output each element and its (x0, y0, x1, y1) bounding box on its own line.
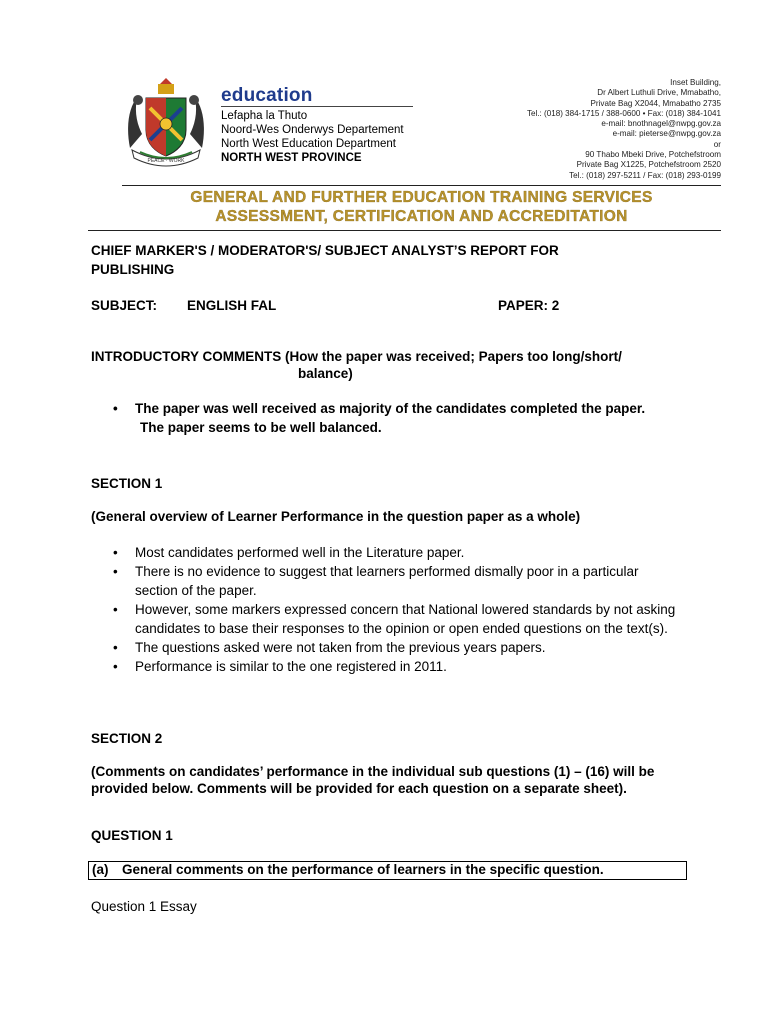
list-item: • Performance is similar to the one registered in 2011. (91, 657, 681, 676)
dept-line-english: North West Education Department (221, 138, 396, 150)
subject-value: ENGLISH FAL (187, 298, 277, 313)
intro-heading-line-2: balance) (298, 366, 353, 381)
section-2-subheading-line-1: (Comments on candidates’ performance in the individual sub questions (1) – (16) will be (91, 764, 655, 779)
address-line: e-mail: bnothnagel@nwpg.gov.za (601, 119, 721, 129)
report-title-line-2: PUBLISHING (91, 262, 175, 277)
header-divider-bottom (88, 230, 721, 231)
intro-bullet-line-1: The paper was well received as majority of the candidates completed the paper. (135, 401, 646, 416)
coat-of-arms-logo (120, 78, 212, 170)
intro-bullet-line-2: The paper seems to be well balanced. (140, 420, 382, 435)
crest-motto: PEACE · WORK (147, 158, 185, 164)
address-line: Tel.: (018) 384-1715 / 388-0600 • Fax: (018) 384-1041 (526, 108, 721, 118)
subject-label: SUBJECT: (91, 298, 158, 313)
intro-heading-line-1: INTRODUCTORY COMMENTS (How the paper was received; Papers too long/short/ (91, 349, 622, 364)
list-item: • There is no evidence to suggest that learners performed dismally poor in a particular section of the paper. (91, 562, 681, 600)
banner-line-1: GENERAL AND FURTHER EDUCATION TRAINING SERVICES (190, 189, 653, 206)
address-line: Private Bag X1225, Potchefstroom 2520 (576, 160, 721, 170)
question-1a-box (88, 861, 687, 880)
department-title: education (221, 85, 313, 106)
address-line: Dr Albert Luthuli Drive, Mmabatho, (597, 88, 721, 98)
question-1-answer: Question 1 Essay (91, 899, 197, 914)
section-2-subheading-line-2: provided below. Comments will be provided for each question on a separate sheet). (91, 781, 627, 796)
dept-line-afrikaans: Noord-Wes Onderwys Departement (221, 124, 404, 136)
question-1a-text: General comments on the performance of learners in the specific question. (122, 862, 604, 877)
banner-line-2: ASSESSMENT, CERTIFICATION AND ACCREDITATION (215, 208, 628, 225)
address-line: e-mail: pieterse@nwpg.gov.za (612, 129, 721, 139)
question-1-heading: QUESTION 1 (91, 828, 173, 843)
address-line: Private Bag X2044, Mmabatho 2735 (590, 98, 721, 108)
section-1-subheading: (General overview of Learner Performance in the question paper as a whole) (91, 509, 581, 524)
address-line: Inset Building, (670, 78, 721, 87)
section-1-heading: SECTION 1 (91, 476, 163, 491)
report-title-line-1: CHIEF MARKER'S / MODERATOR'S/ SUBJECT ANALYST’S REPORT FOR (91, 243, 559, 258)
contact-address-block (527, 78, 721, 181)
header-divider-top (122, 185, 721, 186)
paper-number: PAPER: 2 (498, 298, 560, 313)
address-line: 90 Thabo Mbeki Drive, Potchefstroom (585, 150, 721, 160)
intro-bullet-marker: • (113, 401, 118, 416)
list-item: • The questions asked were not taken from the previous years papers. (91, 638, 681, 657)
address-line: Tel.: (018) 297-5211 / Fax: (018) 293-0199 (569, 170, 721, 180)
address-line: or (713, 139, 721, 149)
list-item: • Most candidates performed well in the Literature paper. (91, 543, 681, 562)
title-underline (221, 106, 413, 107)
section-2-heading: SECTION 2 (91, 731, 163, 746)
dept-line-province: NORTH WEST PROVINCE (221, 152, 362, 164)
dept-line-setswana: Lefapha la Thuto (221, 110, 308, 122)
list-item: • However, some markers expressed concern that National lowered standards by not asking candidates to base their responses to the opinion or open ended questions on the text(s). (91, 600, 681, 638)
question-1a-label: (a) (92, 862, 109, 877)
section-1-bullet-list (91, 543, 681, 676)
